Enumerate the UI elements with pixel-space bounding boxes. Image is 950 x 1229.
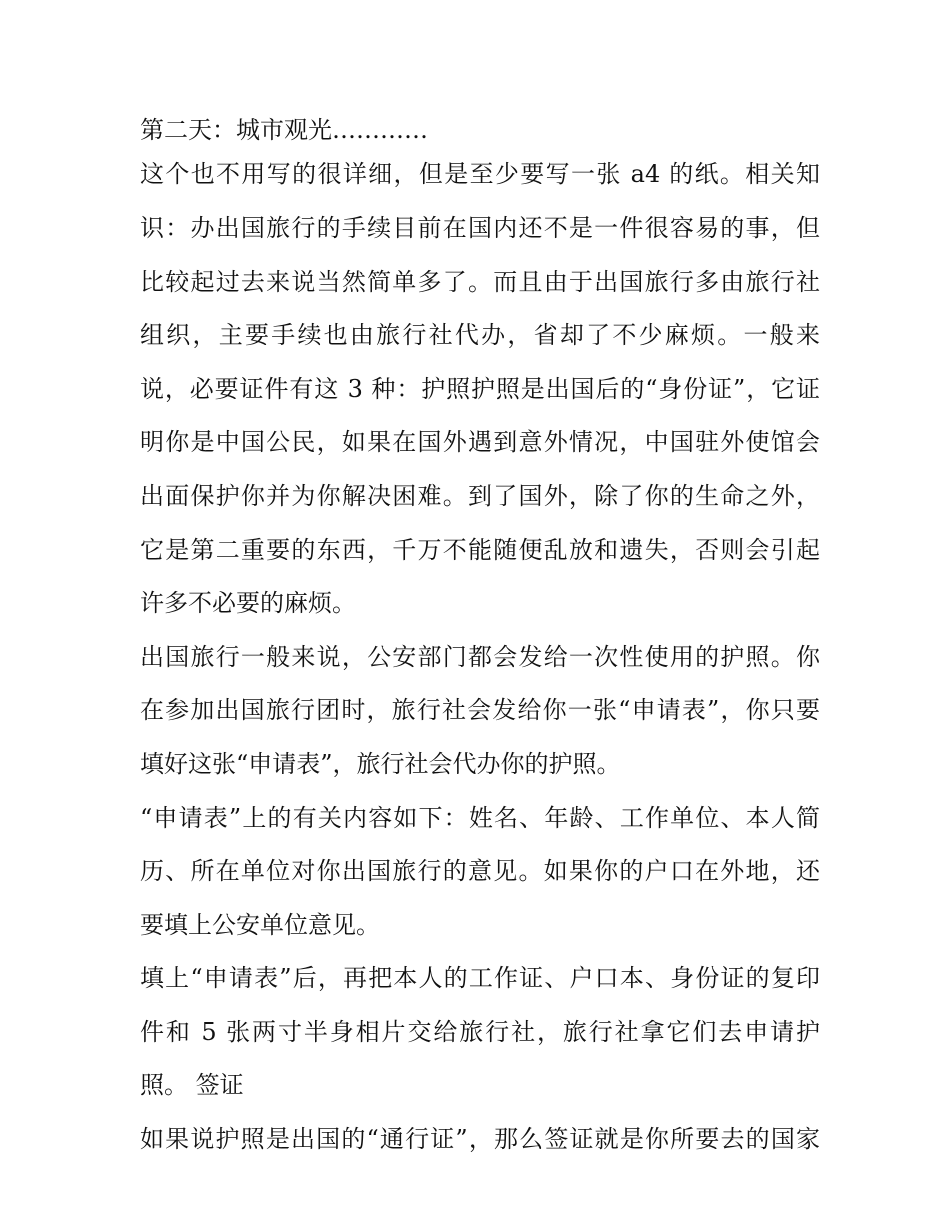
text-line: 照。 签证: [140, 1071, 244, 1100]
text-line: 比较起过去来说当然简单多了。而且由于出国旅行多由旅行社: [140, 267, 820, 296]
text-line: 在参加出国旅行团时，旅行社会发给你一张“申请表”，你只要: [140, 696, 820, 725]
text-line: 它是第二重要的东西，千万不能随便乱放和遗失，否则会引起: [140, 535, 820, 564]
text-line: 如果说护照是出国的“通行证”，那么签证就是你所要去的国家: [140, 1125, 820, 1154]
section-heading: 第二天：城市观光…………: [140, 116, 428, 144]
text-line: 许多不必要的麻烦。: [140, 589, 356, 618]
text-line: 要填上公安单位意见。: [140, 910, 380, 939]
text-line: 历、所在单位对你出国旅行的意见。如果你的户口在外地，还: [140, 857, 820, 886]
text-line: 组织，主要手续也由旅行社代办，省却了不少麻烦。一般来: [140, 321, 820, 350]
text-line: 出国旅行一般来说，公安部门都会发给一次性使用的护照。你: [140, 642, 820, 671]
document-body: [140, 110, 820, 1173]
text-line: 件和 5 张两寸半身相片交给旅行社，旅行社拿它们去申请护: [140, 1017, 820, 1046]
text-line: 填好这张“申请表”，旅行社会代办你的护照。: [140, 749, 621, 778]
text-line: 出面保护你并为你解决困难。到了国外，除了你的生命之外，: [140, 481, 820, 510]
text-line: 说，必要证件有这 3 种：护照护照是出国后的“身份证”，它证: [140, 374, 820, 403]
text-line: 识：办出国旅行的手续目前在国内还不是一件很容易的事，但: [140, 213, 820, 242]
text-line: 这个也不用写的很详细，但是至少要写一张 a4 的纸。相关知: [140, 160, 820, 189]
text-line: 填上“申请表”后，再把本人的工作证、户口本、身份证的复印: [140, 964, 820, 993]
text-line: 明你是中国公民，如果在国外遇到意外情况，中国驻外使馆会: [140, 428, 820, 457]
text-line: “申请表”上的有关内容如下：姓名、年龄、工作单位、本人简: [140, 803, 820, 832]
